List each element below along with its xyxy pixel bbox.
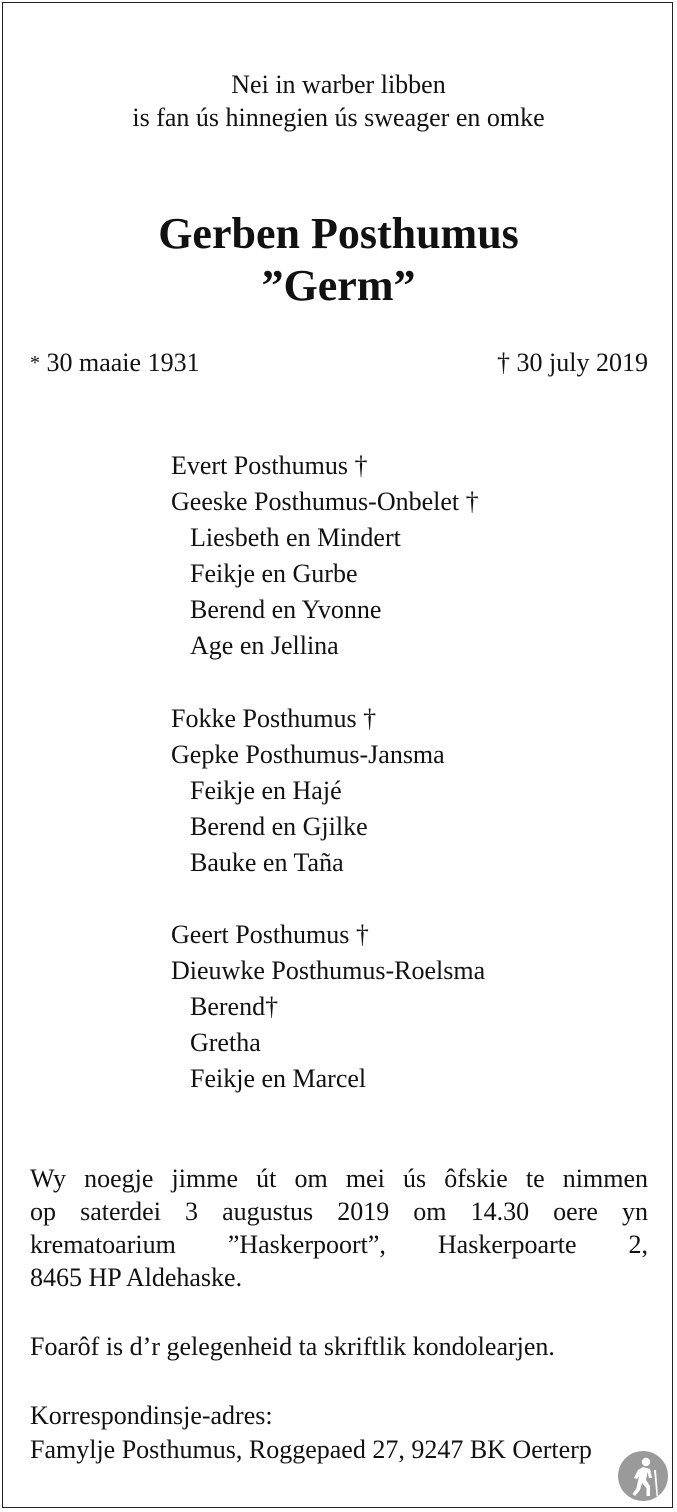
invitation-line: 8465 HP Aldehaske. [30, 1263, 243, 1292]
invitation-line: krematoarium ”Haskerpoort”, Haskerpoarte 2, [30, 1230, 648, 1259]
death-date: † 30 july 2019 [497, 348, 648, 377]
birth-star-icon: * [30, 352, 40, 374]
deceased-nickname: ”Germ” [261, 261, 416, 310]
correspondence-address [30, 1399, 648, 1467]
family-line: Age en Jellina [190, 631, 339, 660]
family-line: Feikje en Marcel [190, 1064, 367, 1093]
intro-line-1: Nei in warber libben [231, 70, 446, 99]
birth-date-group [30, 346, 200, 380]
family-line: Feikje en Gurbe [190, 559, 358, 588]
family-line: Bauke en Taña [190, 848, 344, 877]
family-line: Dieuwke Posthumus-Roelsma [171, 956, 486, 985]
invitation-paragraph [30, 1162, 648, 1294]
family-group-3 [171, 917, 485, 1097]
family-line: Gepke Posthumus-Jansma [171, 740, 445, 769]
family-line: Gretha [190, 1028, 261, 1057]
address-label: Korrespondinsje-adres: [30, 1401, 273, 1430]
family-line: Berend† [190, 992, 279, 1021]
family-group-2 [171, 701, 445, 881]
deceased-name: Gerben Posthumus [158, 209, 519, 258]
invitation-line: op saterdei 3 augustus 2019 om 14.30 oere yn [30, 1197, 648, 1226]
condolence-note: Foarôf is d’r gelegenheid ta skriftlik kondolearjen. [30, 1332, 555, 1361]
person-walking-logo-icon [617, 1450, 669, 1502]
address-value: Famylje Posthumus, Roggepaed 27, 9247 BK Oerterp [30, 1435, 592, 1464]
family-line: Berend en Yvonne [190, 595, 382, 624]
family-line: Geeske Posthumus-Onbelet † [171, 487, 479, 516]
intro-line-2: is fan ús hinnegien ús sweager en omke [132, 103, 545, 132]
invitation-line: Wy noegje jimme út om mei ús ôfskie te nimmen [30, 1164, 648, 1193]
family-line: Feikje en Hajé [190, 776, 342, 805]
birth-date: 30 maaie 1931 [46, 348, 200, 377]
family-line: Berend en Gjilke [190, 812, 368, 841]
deceased-name-block [0, 208, 677, 312]
family-group-1 [171, 448, 479, 664]
intro-text [0, 68, 677, 134]
family-line: Geert Posthumus † [171, 920, 369, 949]
family-line: Fokke Posthumus † [171, 704, 377, 733]
family-line: Liesbeth en Mindert [190, 523, 401, 552]
family-line: Evert Posthumus † [171, 451, 368, 480]
